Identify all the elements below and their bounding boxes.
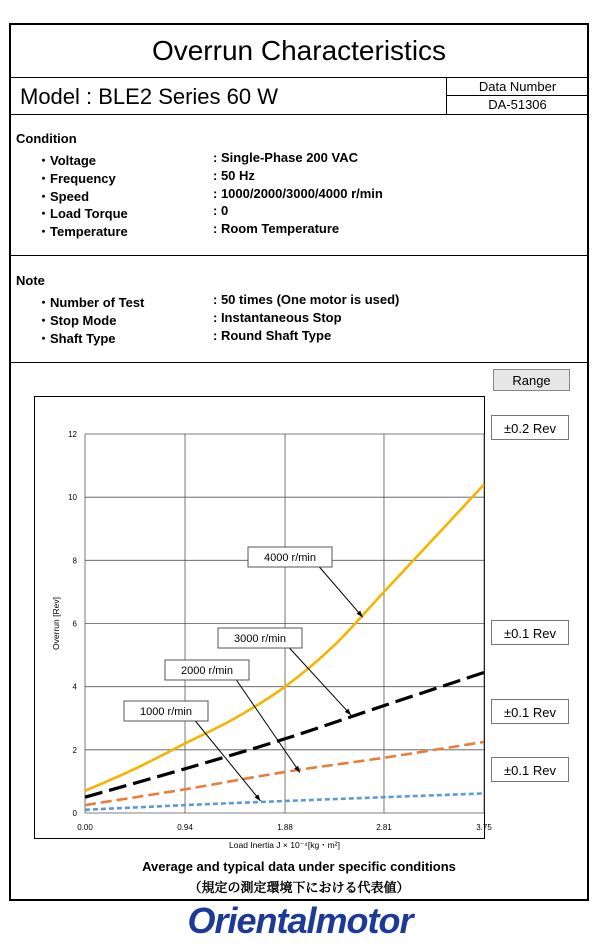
note-key: ・Shaft Type	[37, 331, 116, 346]
series-line-3000-r-min	[85, 672, 484, 797]
callout-label: 1000 r/min	[140, 706, 192, 718]
footer-note-jp: （規定の測定環境下における代表値）	[188, 880, 410, 895]
condition-key: ・Load Torque	[37, 206, 128, 221]
y-tick-label: 4	[72, 682, 77, 692]
data-sheet	[9, 23, 589, 901]
callout-leader	[195, 721, 260, 801]
condition-value: : Single-Phase 200 VAC	[213, 150, 358, 165]
footer-note: Average and typical data under specific conditions	[142, 859, 456, 874]
data-number-label: Data Number	[447, 78, 588, 96]
condition-section	[11, 115, 587, 256]
note-section	[11, 256, 587, 363]
range-box-2000: ±0.1 Rev	[491, 699, 569, 724]
x-tick-label: 1.88	[277, 823, 293, 832]
y-tick-label: 2	[72, 745, 77, 755]
condition-value: : 1000/2000/3000/4000 r/min	[213, 186, 383, 201]
condition-value: : 50 Hz	[213, 168, 255, 183]
model-row	[11, 78, 587, 115]
condition-heading: Condition	[16, 131, 77, 146]
condition-value: : 0	[213, 203, 229, 218]
note-key: ・Number of Test	[37, 295, 145, 310]
note-value: : Round Shaft Type	[213, 328, 332, 343]
y-tick-label: 12	[68, 430, 77, 439]
callout-leader	[319, 567, 362, 617]
note-value: : Instantaneous Stop	[213, 310, 342, 325]
series-line-1000-r-min	[85, 793, 484, 809]
brand-logo: Orientalmotor	[187, 900, 413, 941]
chart-frame	[34, 396, 492, 850]
y-axis-label: Overrun [Rev]	[51, 597, 61, 650]
callout-label: 2000 r/min	[181, 665, 233, 677]
x-tick-label: 0.94	[177, 823, 193, 832]
y-tick-label: 10	[68, 493, 77, 503]
condition-key: ・Frequency	[37, 171, 116, 186]
y-tick-label: 8	[72, 556, 77, 566]
y-tick-label: 0	[72, 809, 77, 818]
overrun-chart	[35, 397, 492, 850]
range-box-4000: ±0.2 Rev	[491, 415, 569, 440]
range-box-3000: ±0.1 Rev	[491, 620, 569, 645]
note-value: : 50 times (One motor is used)	[213, 292, 400, 307]
data-number-box	[446, 78, 588, 114]
data-number-value: DA-51306	[488, 97, 547, 112]
page-title: Overrun Characteristics	[11, 25, 587, 78]
condition-key: ・Voltage	[37, 153, 96, 168]
range-button[interactable]: Range	[493, 369, 570, 391]
condition-key: ・Speed	[37, 189, 90, 204]
x-tick-label: 3.75	[476, 823, 492, 832]
condition-key: ・Temperature	[37, 224, 128, 239]
callout-label: 4000 r/min	[264, 552, 316, 564]
note-heading: Note	[16, 273, 45, 288]
x-tick-label: 2.81	[376, 823, 392, 832]
x-axis-label: Load Inertia J × 10⁻⁴[kg・m²]	[229, 840, 340, 850]
callout-leader	[236, 680, 300, 773]
x-tick-label: 0.00	[77, 823, 93, 832]
range-box-1000: ±0.1 Rev	[491, 757, 569, 782]
callout-label: 3000 r/min	[234, 633, 286, 645]
condition-value: : Room Temperature	[213, 221, 340, 236]
y-tick-label: 6	[72, 619, 77, 629]
model-name: Model : BLE2 Series 60 W	[20, 84, 279, 109]
note-key: ・Stop Mode	[37, 313, 117, 328]
